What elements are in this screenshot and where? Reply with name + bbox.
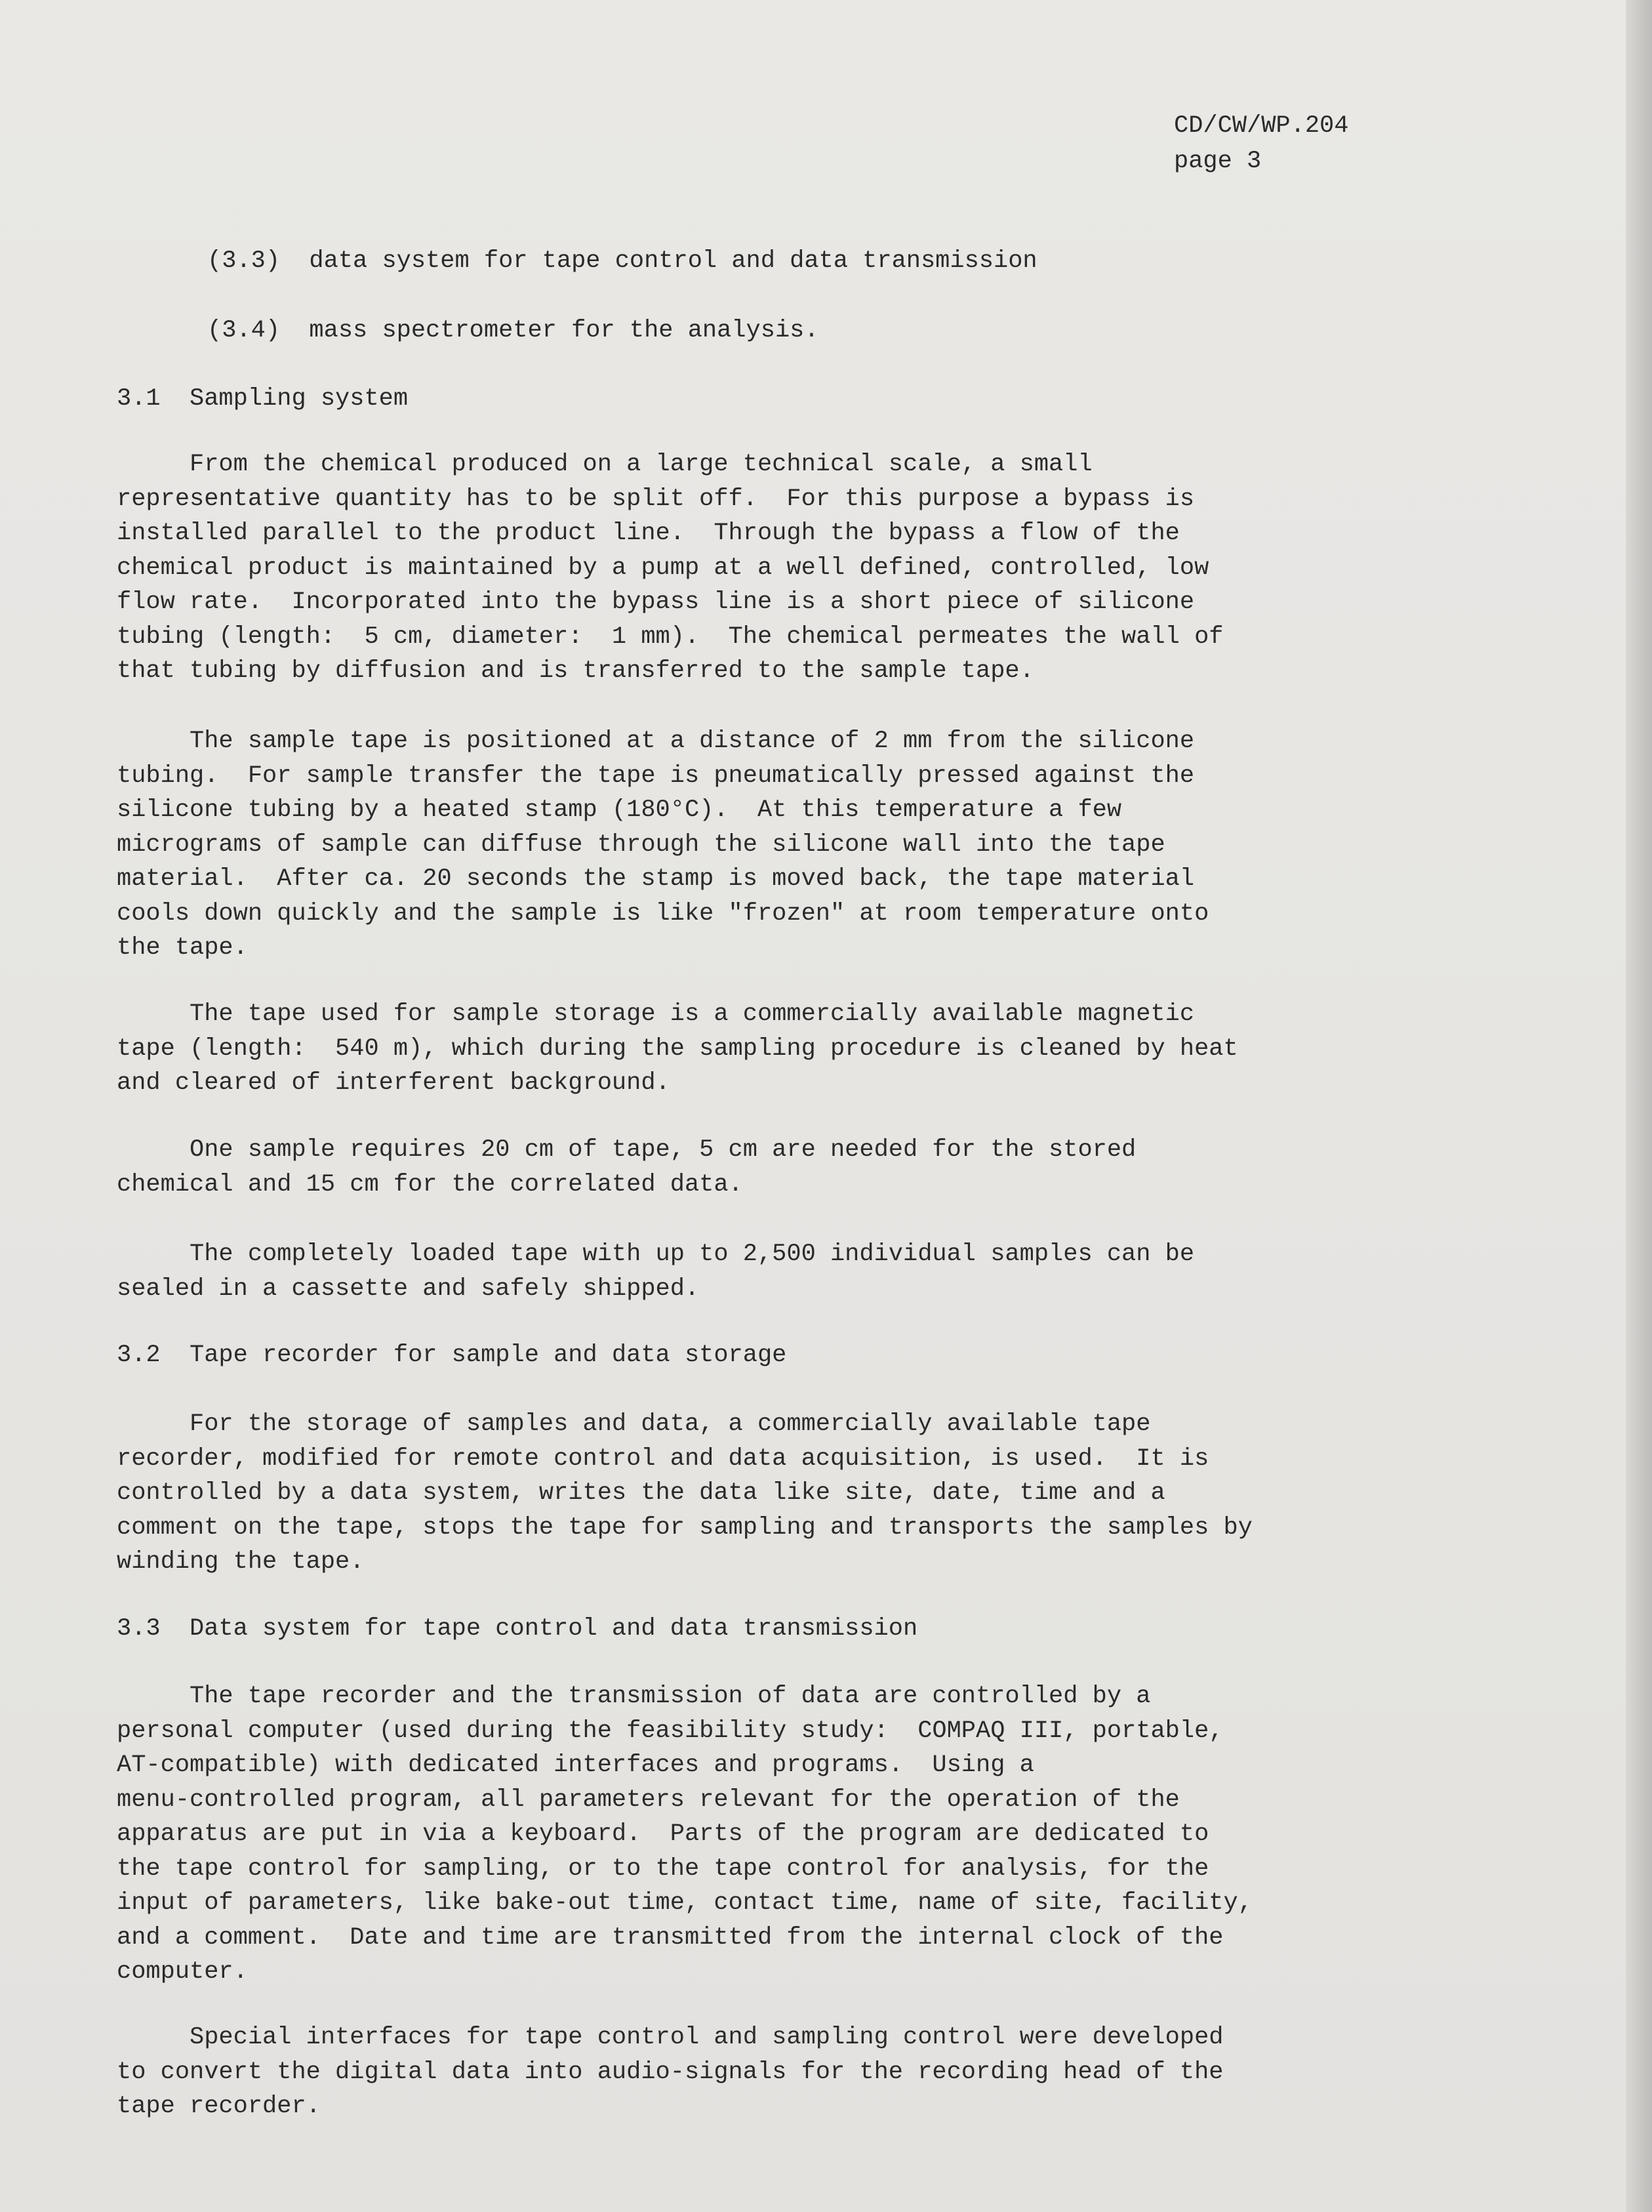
text-line: tape (length: 540 m), which during the sampling procedure is cleaned by heat [117,1034,1238,1063]
section-heading-3-2: 3.2 Tape recorder for sample and data storage [117,1342,787,1369]
text-line: menu-controlled program, all parameters relevant for the operation of the [117,1786,1180,1814]
text-line: comment on the tape, stops the tape for sampling and transports the samples by [117,1513,1253,1542]
text-line: installed parallel to the product line. Through the bypass a flow of the [117,520,1180,547]
page-header [1174,108,1348,179]
text-line: and a comment. Date and time are transmitted from the internal clock of the [117,1923,1224,1952]
paragraph-sampling-1 [117,447,1468,689]
text-line: silicone tubing by a heated stamp (180°C). At this temperature a few [117,796,1122,824]
document-id: CD/CW/WP.204 [1174,112,1349,140]
text-line: chemical product is maintained by a pump at a well defined, controlled, low [117,554,1209,582]
text-line: flow rate. Incorporated into the bypass line is a short piece of silicone [117,588,1195,616]
paragraph-tape-recorder [117,1407,1468,1580]
text-line: The tape recorder and the transmission of data are controlled by a [117,1683,1151,1710]
paragraph-sampling-4 [117,1133,1468,1202]
text-line: AT-compatible) with dedicated interfaces and programs. Using a [117,1751,1034,1779]
text-line: the tape control for sampling, or to the tape control for analysis, for the [117,1854,1209,1883]
text-line: computer. [117,1958,248,1986]
paragraph-sampling-3 [117,997,1468,1101]
text-line: representative quantity has to be split off. For this purpose a bypass is [117,485,1195,513]
text-line: that tubing by diffusion and is transferred to the sample tape. [117,657,1034,685]
text-line: From the chemical produced on a large technical scale, a small [117,451,1093,478]
paragraph-sampling-2 [117,724,1468,966]
text-line: to convert the digital data into audio-signals for the recording head of the [117,2058,1224,2086]
paragraph-sampling-5 [117,1237,1468,1306]
text-line: winding the tape. [117,1548,365,1576]
section-heading-3-1: 3.1 Sampling system [117,385,409,413]
text-line: controlled by a data system, writes the data like site, date, time and a [117,1479,1165,1507]
text-line: One sample requires 20 cm of tape, 5 cm are needed for the stored [117,1136,1137,1164]
text-line: tubing. For sample transfer the tape is pneumatically pressed against the [117,762,1195,790]
text-line: sealed in a cassette and safely shipped. [117,1275,700,1303]
text-line: material. After ca. 20 seconds the stamp is moved back, the tape material [117,865,1195,893]
text-line: tape recorder. [117,2093,321,2120]
list-item-3-3: (3.3) data system for tape control and data transmission [207,247,1038,275]
list-item-3-4: (3.4) mass spectrometer for the analysis. [207,317,819,344]
text-line: apparatus are put in via a keyboard. Parts of the program are dedicated to [117,1820,1209,1848]
text-line: The completely loaded tape with up to 2,500 individual samples can be [117,1240,1195,1268]
text-line: tubing (length: 5 cm, diameter: 1 mm). The chemical permeates the wall of [117,623,1224,651]
text-line: The sample tape is positioned at a distance of 2 mm from the silicone [117,727,1195,755]
page-edge [1626,0,1652,2212]
text-line: chemical and 15 cm for the correlated data. [117,1170,743,1198]
text-line: the tape. [117,934,248,962]
text-line: The tape used for sample storage is a commercially available magnetic [117,1000,1195,1028]
paragraph-data-system-1 [117,1679,1468,1990]
paragraph-data-system-2 [117,2020,1468,2124]
page-number: page 3 [1174,148,1262,175]
text-line: For the storage of samples and data, a commercially available tape [117,1410,1151,1438]
text-line: micrograms of sample can diffuse through the silicone wall into the tape [117,830,1165,859]
text-line: input of parameters, like bake-out time, contact time, name of site, facility, [117,1889,1253,1917]
text-line: and cleared of interferent background. [117,1069,670,1097]
text-line: cools down quickly and the sample is like "frozen" at room temperature onto [117,899,1209,928]
text-line: Special interfaces for tape control and sampling control were developed [117,2024,1224,2051]
text-line: recorder, modified for remote control and data acquisition, is used. It is [117,1444,1209,1473]
section-heading-3-3: 3.3 Data system for tape control and data transmission [117,1615,918,1643]
text-line: personal computer (used during the feasibility study: COMPAQ III, portable, [117,1717,1224,1745]
